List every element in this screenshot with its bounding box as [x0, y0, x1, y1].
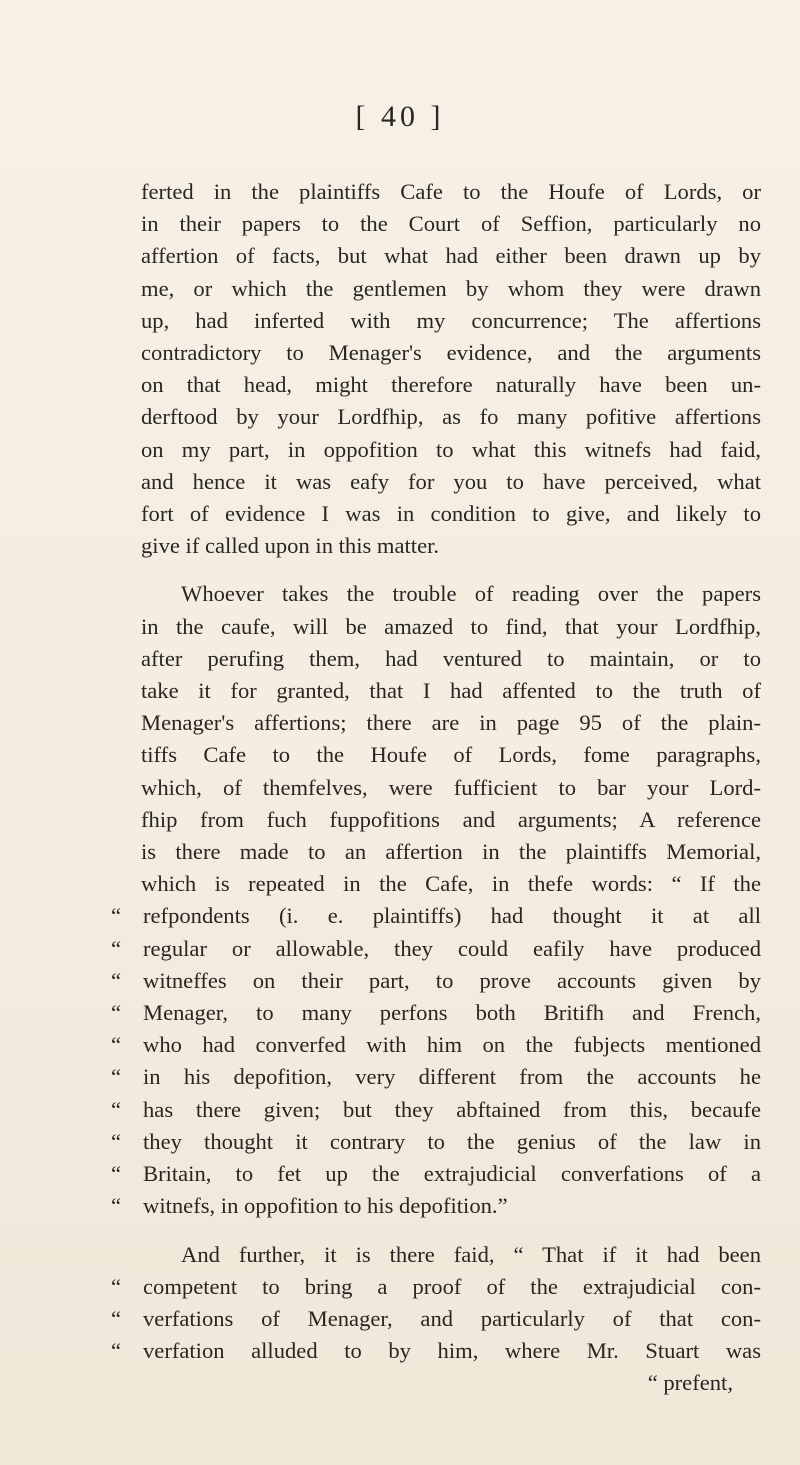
- text-line: tiffs Cafe to the Houfe of Lords, fome paragraphs,: [141, 742, 761, 768]
- quote-text: verfation alluded to by him, where Mr. Stuart was: [143, 1338, 761, 1364]
- quote-line: [111, 1335, 761, 1367]
- text-line: after perufing them, had ventured to maintain, or to: [141, 645, 761, 671]
- text-line: which, of themfelves, were fufficient to bar your Lord-: [141, 774, 761, 800]
- text-line: fort of evidence I was in condition to give, and likely to: [141, 501, 761, 527]
- text-line: in the caufe, will be amazed to find, that your Lordfhip,: [141, 613, 761, 639]
- text-line: ferted in the plaintiffs Cafe to the Houfe of Lords, or: [141, 179, 761, 204]
- catchword: “ prefent,: [647, 1370, 733, 1396]
- quote-mark: “: [111, 1032, 122, 1058]
- quote-mark: “: [111, 1305, 122, 1331]
- text-line: which is repeated in the Cafe, in thefe words: “ If the: [141, 871, 761, 897]
- quote-text: witnefs, in oppofition to his depofition.”: [143, 1193, 508, 1219]
- page-number: [ 40 ]: [355, 100, 445, 133]
- quote-text: has there given; but they abftained from this, becaufe: [143, 1096, 761, 1122]
- quote-line: [111, 1029, 761, 1061]
- paragraph-1: [141, 176, 761, 562]
- text-line: derftood by your Lordfhip, as fo many pofitive affertions: [141, 404, 761, 430]
- text-line: contradictory to Menager's evidence, and the arguments: [141, 340, 761, 366]
- text-line: affertion of facts, but what had either been drawn up by: [141, 243, 761, 269]
- quote-line: [111, 1303, 761, 1335]
- quote-text: witneffes on their part, to prove accounts given by: [143, 967, 761, 993]
- text-line: And further, it is there faid, “ That if it had been: [181, 1241, 761, 1267]
- quote-mark: “: [111, 903, 122, 929]
- quote-line: [111, 1158, 761, 1190]
- text-line: in their papers to the Court of Seffion, particularly no: [141, 211, 761, 237]
- quote-text: competent to bring a proof of the extrajudicial con-: [143, 1273, 761, 1299]
- text-line: up, had inferted with my concurrence; The affertions: [141, 307, 761, 333]
- quote-text: Britain, to fet up the extrajudicial converfations of a: [143, 1161, 761, 1187]
- quotation-1: [111, 900, 761, 1222]
- quote-line: [111, 965, 761, 997]
- quotation-2: [111, 1271, 761, 1368]
- quote-text: who had converfed with him on the fubjects mentioned: [143, 1032, 761, 1058]
- quote-mark: “: [111, 1096, 122, 1122]
- body-text: [111, 176, 761, 1400]
- quote-text: regular or allowable, they could eafily have produced: [143, 935, 761, 961]
- quote-mark: “: [111, 1193, 122, 1219]
- quote-text: in his depofition, very different from the accounts he: [143, 1064, 761, 1090]
- quote-mark: “: [111, 1000, 122, 1026]
- quote-line: [111, 1271, 761, 1303]
- paragraph-gap: [141, 562, 761, 578]
- quote-mark: “: [111, 1128, 122, 1154]
- quote-line: [111, 1094, 761, 1126]
- quote-mark: “: [111, 967, 122, 993]
- quote-mark: “: [111, 1273, 122, 1299]
- quote-text: Menager, to many perfons both Britifh and French,: [143, 1000, 761, 1026]
- quote-mark: “: [111, 1161, 122, 1187]
- text-line: Whoever takes the trouble of reading over the papers: [181, 581, 761, 607]
- quote-line: [111, 1190, 761, 1222]
- paragraph-gap: [141, 1223, 761, 1239]
- text-line: on that head, might therefore naturally have been un-: [141, 372, 761, 398]
- text-line: me, or which the gentlemen by whom they were drawn: [141, 275, 761, 301]
- quote-text: refpondents (i. e. plaintiffs) had thought it at all: [143, 903, 761, 929]
- quote-text: verfations of Menager, and particularly of that con-: [143, 1305, 761, 1331]
- paragraph-2: [141, 578, 761, 900]
- text-line: give if called upon in this matter.: [141, 533, 440, 559]
- text-line: is there made to an affertion in the plaintiffs Memorial,: [141, 839, 761, 865]
- quote-mark: “: [111, 1064, 122, 1090]
- quote-text: they thought it contrary to the genius of the law in: [143, 1128, 761, 1154]
- text-line: on my part, in oppofition to what this witnefs had faid,: [141, 436, 761, 462]
- quote-line: [111, 900, 761, 932]
- text-line: take it for granted, that I had affented to the truth of: [141, 678, 761, 704]
- quote-mark: “: [111, 1338, 122, 1364]
- text-line: and hence it was eafy for you to have perceived, what: [141, 468, 761, 494]
- quote-line: [111, 1126, 761, 1158]
- quote-line: [111, 1061, 761, 1093]
- text-line: fhip from fuch fuppofitions and arguments; A reference: [141, 806, 761, 832]
- quote-line: [111, 933, 761, 965]
- quote-line: [111, 997, 761, 1029]
- paragraph-3: [141, 1239, 761, 1271]
- quote-mark: “: [111, 935, 122, 961]
- text-line: Menager's affertions; there are in page 95 of the plain-: [141, 710, 761, 736]
